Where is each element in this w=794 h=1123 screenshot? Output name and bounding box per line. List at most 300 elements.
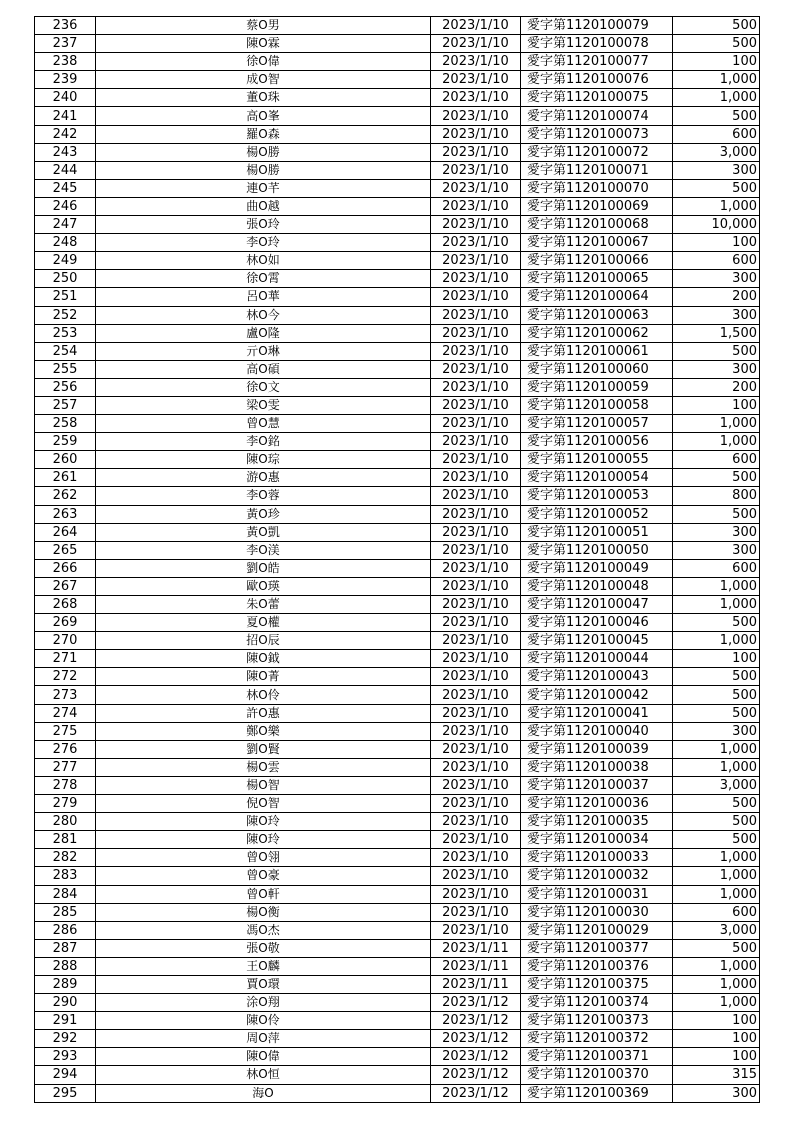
donation-date: 2023/1/10	[431, 650, 521, 668]
table-row	[35, 1084, 760, 1102]
row-number: 236	[35, 17, 96, 35]
donor-name: 林O恒	[96, 1066, 431, 1084]
table-row	[35, 614, 760, 632]
donation-date: 2023/1/10	[431, 559, 521, 577]
receipt-number: 愛字第1120100067	[521, 234, 673, 252]
donation-date: 2023/1/10	[431, 885, 521, 903]
donation-amount: 10,000	[673, 216, 760, 234]
table-row	[35, 89, 760, 107]
receipt-number: 愛字第1120100065	[521, 270, 673, 288]
table-row	[35, 288, 760, 306]
donation-table	[34, 16, 760, 1103]
donor-name: 張O敬	[96, 939, 431, 957]
donation-amount: 500	[673, 342, 760, 360]
receipt-number: 愛字第1120100064	[521, 288, 673, 306]
receipt-number: 愛字第1120100054	[521, 469, 673, 487]
row-number: 256	[35, 378, 96, 396]
donation-amount: 600	[673, 125, 760, 143]
receipt-number: 愛字第1120100031	[521, 885, 673, 903]
donor-name: 賈O環	[96, 975, 431, 993]
donation-amount: 1,000	[673, 758, 760, 776]
donor-name: 劉O皓	[96, 559, 431, 577]
donation-date: 2023/1/12	[431, 1084, 521, 1102]
receipt-number: 愛字第1120100037	[521, 776, 673, 794]
donor-name: 呂O華	[96, 288, 431, 306]
donation-amount: 1,000	[673, 867, 760, 885]
donation-table-body	[35, 17, 760, 1103]
donation-amount: 500	[673, 505, 760, 523]
receipt-number: 愛字第1120100069	[521, 197, 673, 215]
table-row	[35, 577, 760, 595]
donation-date: 2023/1/10	[431, 197, 521, 215]
receipt-number: 愛字第1120100033	[521, 849, 673, 867]
receipt-number: 愛字第1120100068	[521, 216, 673, 234]
donation-amount: 1,000	[673, 197, 760, 215]
donation-amount: 300	[673, 270, 760, 288]
donor-name: 招O辰	[96, 632, 431, 650]
donation-date: 2023/1/10	[431, 396, 521, 414]
row-number: 243	[35, 143, 96, 161]
donation-amount: 500	[673, 686, 760, 704]
donation-date: 2023/1/10	[431, 541, 521, 559]
donor-name: 曾O慧	[96, 415, 431, 433]
donation-amount: 1,000	[673, 577, 760, 595]
donation-amount: 1,000	[673, 89, 760, 107]
receipt-number: 愛字第1120100060	[521, 360, 673, 378]
receipt-number: 愛字第1120100077	[521, 53, 673, 71]
row-number: 260	[35, 451, 96, 469]
donation-date: 2023/1/10	[431, 686, 521, 704]
table-row	[35, 487, 760, 505]
table-row	[35, 523, 760, 541]
table-row	[35, 35, 760, 53]
donation-amount: 1,000	[673, 71, 760, 89]
receipt-number: 愛字第1120100053	[521, 487, 673, 505]
donor-name: 曲O越	[96, 197, 431, 215]
donation-date: 2023/1/10	[431, 758, 521, 776]
donation-date: 2023/1/11	[431, 975, 521, 993]
donor-name: 黃O凱	[96, 523, 431, 541]
row-number: 292	[35, 1030, 96, 1048]
donation-amount: 1,000	[673, 849, 760, 867]
donor-name: 高O峯	[96, 107, 431, 125]
row-number: 259	[35, 433, 96, 451]
row-number: 283	[35, 867, 96, 885]
receipt-number: 愛字第1120100041	[521, 704, 673, 722]
receipt-number: 愛字第1120100029	[521, 921, 673, 939]
donation-amount: 500	[673, 614, 760, 632]
donor-name: 朱O蕾	[96, 596, 431, 614]
donation-amount: 500	[673, 795, 760, 813]
donor-name: 林O如	[96, 252, 431, 270]
donation-date: 2023/1/10	[431, 668, 521, 686]
receipt-number: 愛字第1120100044	[521, 650, 673, 668]
receipt-number: 愛字第1120100051	[521, 523, 673, 541]
row-number: 254	[35, 342, 96, 360]
donation-amount: 600	[673, 903, 760, 921]
receipt-number: 愛字第1120100375	[521, 975, 673, 993]
donor-name: 楊O勝	[96, 161, 431, 179]
donation-date: 2023/1/10	[431, 469, 521, 487]
donation-date: 2023/1/10	[431, 17, 521, 35]
donation-amount: 1,000	[673, 885, 760, 903]
table-row	[35, 541, 760, 559]
row-number: 263	[35, 505, 96, 523]
row-number: 287	[35, 939, 96, 957]
row-number: 276	[35, 740, 96, 758]
receipt-number: 愛字第1120100374	[521, 994, 673, 1012]
donor-name: 蔡O男	[96, 17, 431, 35]
receipt-number: 愛字第1120100036	[521, 795, 673, 813]
table-row	[35, 994, 760, 1012]
table-row	[35, 813, 760, 831]
donor-name: 董O珠	[96, 89, 431, 107]
table-row	[35, 53, 760, 71]
donation-amount: 1,000	[673, 740, 760, 758]
donor-name: 陳O菁	[96, 668, 431, 686]
row-number: 258	[35, 415, 96, 433]
receipt-number: 愛字第1120100075	[521, 89, 673, 107]
donation-amount: 500	[673, 939, 760, 957]
receipt-number: 愛字第1120100046	[521, 614, 673, 632]
receipt-number: 愛字第1120100058	[521, 396, 673, 414]
donation-amount: 100	[673, 1048, 760, 1066]
receipt-number: 愛字第1120100034	[521, 831, 673, 849]
donor-name: 徐O偉	[96, 53, 431, 71]
receipt-number: 愛字第1120100371	[521, 1048, 673, 1066]
table-row	[35, 378, 760, 396]
donor-name: 楊O勝	[96, 143, 431, 161]
row-number: 268	[35, 596, 96, 614]
row-number: 242	[35, 125, 96, 143]
row-number: 248	[35, 234, 96, 252]
donor-name: 陳O偉	[96, 1048, 431, 1066]
table-row	[35, 161, 760, 179]
table-row	[35, 252, 760, 270]
receipt-number: 愛字第1120100045	[521, 632, 673, 650]
row-number: 289	[35, 975, 96, 993]
table-row	[35, 740, 760, 758]
donation-date: 2023/1/10	[431, 415, 521, 433]
row-number: 277	[35, 758, 96, 776]
donation-date: 2023/1/10	[431, 523, 521, 541]
donation-date: 2023/1/10	[431, 795, 521, 813]
row-number: 281	[35, 831, 96, 849]
donor-name: 游O惠	[96, 469, 431, 487]
receipt-number: 愛字第1120100370	[521, 1066, 673, 1084]
receipt-number: 愛字第1120100038	[521, 758, 673, 776]
receipt-number: 愛字第1120100050	[521, 541, 673, 559]
donation-amount: 500	[673, 179, 760, 197]
table-row	[35, 469, 760, 487]
donation-date: 2023/1/10	[431, 216, 521, 234]
receipt-number: 愛字第1120100032	[521, 867, 673, 885]
donation-date: 2023/1/10	[431, 107, 521, 125]
donation-date: 2023/1/10	[431, 813, 521, 831]
table-row	[35, 433, 760, 451]
table-row	[35, 903, 760, 921]
row-number: 285	[35, 903, 96, 921]
row-number: 279	[35, 795, 96, 813]
donation-date: 2023/1/10	[431, 89, 521, 107]
table-row	[35, 975, 760, 993]
row-number: 282	[35, 849, 96, 867]
row-number: 244	[35, 161, 96, 179]
donation-date: 2023/1/10	[431, 143, 521, 161]
donor-name: 鄭O樂	[96, 722, 431, 740]
donation-amount: 500	[673, 704, 760, 722]
donation-date: 2023/1/10	[431, 487, 521, 505]
donation-date: 2023/1/10	[431, 433, 521, 451]
row-number: 238	[35, 53, 96, 71]
row-number: 293	[35, 1048, 96, 1066]
donor-name: 周O萍	[96, 1030, 431, 1048]
donor-name: 倪O智	[96, 795, 431, 813]
donation-date: 2023/1/10	[431, 451, 521, 469]
donation-amount: 300	[673, 722, 760, 740]
donation-date: 2023/1/10	[431, 288, 521, 306]
donor-name: 曾O豪	[96, 867, 431, 885]
table-row	[35, 632, 760, 650]
donor-name: 王O麟	[96, 957, 431, 975]
donation-amount: 3,000	[673, 921, 760, 939]
receipt-number: 愛字第1120100063	[521, 306, 673, 324]
table-row	[35, 451, 760, 469]
row-number: 286	[35, 921, 96, 939]
receipt-number: 愛字第1120100376	[521, 957, 673, 975]
table-row	[35, 216, 760, 234]
row-number: 272	[35, 668, 96, 686]
donation-date: 2023/1/10	[431, 35, 521, 53]
donation-date: 2023/1/10	[431, 179, 521, 197]
receipt-number: 愛字第1120100035	[521, 813, 673, 831]
donor-name: 陳O伶	[96, 1012, 431, 1030]
row-number: 237	[35, 35, 96, 53]
donor-name: 李O渼	[96, 541, 431, 559]
donation-date: 2023/1/10	[431, 867, 521, 885]
donation-amount: 300	[673, 523, 760, 541]
donation-amount: 300	[673, 360, 760, 378]
row-number: 262	[35, 487, 96, 505]
row-number: 257	[35, 396, 96, 414]
table-row	[35, 125, 760, 143]
donation-amount: 500	[673, 813, 760, 831]
row-number: 271	[35, 650, 96, 668]
donor-name: 陳O琮	[96, 451, 431, 469]
donation-amount: 300	[673, 161, 760, 179]
receipt-number: 愛字第1120100056	[521, 433, 673, 451]
table-row	[35, 179, 760, 197]
donor-name: 許O惠	[96, 704, 431, 722]
donation-amount: 300	[673, 306, 760, 324]
row-number: 280	[35, 813, 96, 831]
table-row	[35, 1030, 760, 1048]
donation-amount: 500	[673, 35, 760, 53]
donor-name: 林O今	[96, 306, 431, 324]
row-number: 239	[35, 71, 96, 89]
receipt-number: 愛字第1120100047	[521, 596, 673, 614]
table-row	[35, 559, 760, 577]
row-number: 240	[35, 89, 96, 107]
donation-date: 2023/1/10	[431, 903, 521, 921]
donor-name: 高O碩	[96, 360, 431, 378]
table-row	[35, 396, 760, 414]
donor-name: 連O芊	[96, 179, 431, 197]
donor-name: 楊O衡	[96, 903, 431, 921]
donor-name: 涂O翔	[96, 994, 431, 1012]
donor-name: 黃O珍	[96, 505, 431, 523]
table-row	[35, 957, 760, 975]
donation-date: 2023/1/12	[431, 1012, 521, 1030]
row-number: 246	[35, 197, 96, 215]
row-number: 247	[35, 216, 96, 234]
table-row	[35, 306, 760, 324]
donation-amount: 500	[673, 831, 760, 849]
receipt-number: 愛字第1120100030	[521, 903, 673, 921]
table-row	[35, 867, 760, 885]
donation-date: 2023/1/10	[431, 360, 521, 378]
row-number: 294	[35, 1066, 96, 1084]
donation-amount: 1,000	[673, 415, 760, 433]
donation-amount: 500	[673, 107, 760, 125]
table-row	[35, 849, 760, 867]
row-number: 252	[35, 306, 96, 324]
donation-date: 2023/1/10	[431, 252, 521, 270]
donation-amount: 1,000	[673, 975, 760, 993]
donation-amount: 500	[673, 17, 760, 35]
donation-amount: 100	[673, 396, 760, 414]
receipt-number: 愛字第1120100057	[521, 415, 673, 433]
receipt-number: 愛字第1120100078	[521, 35, 673, 53]
donation-amount: 600	[673, 559, 760, 577]
donor-name: 亓O琳	[96, 342, 431, 360]
donation-date: 2023/1/10	[431, 831, 521, 849]
table-row	[35, 776, 760, 794]
donation-amount: 800	[673, 487, 760, 505]
table-row	[35, 143, 760, 161]
donation-amount: 100	[673, 53, 760, 71]
table-row	[35, 939, 760, 957]
donation-date: 2023/1/10	[431, 505, 521, 523]
receipt-number: 愛字第1120100369	[521, 1084, 673, 1102]
donation-amount: 100	[673, 234, 760, 252]
donation-date: 2023/1/12	[431, 1066, 521, 1084]
receipt-number: 愛字第1120100072	[521, 143, 673, 161]
donor-name: 曾O軒	[96, 885, 431, 903]
table-row	[35, 415, 760, 433]
row-number: 264	[35, 523, 96, 541]
table-row	[35, 1066, 760, 1084]
receipt-number: 愛字第1120100042	[521, 686, 673, 704]
donation-date: 2023/1/10	[431, 71, 521, 89]
donation-amount: 100	[673, 650, 760, 668]
receipt-number: 愛字第1120100040	[521, 722, 673, 740]
table-row	[35, 71, 760, 89]
donor-name: 李O玲	[96, 234, 431, 252]
row-number: 273	[35, 686, 96, 704]
table-row	[35, 342, 760, 360]
receipt-number: 愛字第1120100071	[521, 161, 673, 179]
donation-amount: 1,000	[673, 596, 760, 614]
table-row	[35, 17, 760, 35]
donation-amount: 1,000	[673, 433, 760, 451]
table-row	[35, 505, 760, 523]
donor-name: 曾O翎	[96, 849, 431, 867]
table-row	[35, 324, 760, 342]
donation-amount: 500	[673, 668, 760, 686]
table-row	[35, 831, 760, 849]
donation-date: 2023/1/10	[431, 776, 521, 794]
receipt-number: 愛字第1120100073	[521, 125, 673, 143]
donation-amount: 300	[673, 1084, 760, 1102]
row-number: 251	[35, 288, 96, 306]
donor-name: 成O智	[96, 71, 431, 89]
donor-name: 楊O雲	[96, 758, 431, 776]
receipt-number: 愛字第1120100066	[521, 252, 673, 270]
table-row	[35, 107, 760, 125]
donation-amount: 500	[673, 469, 760, 487]
row-number: 284	[35, 885, 96, 903]
donation-amount: 3,000	[673, 776, 760, 794]
donor-name: 張O玲	[96, 216, 431, 234]
receipt-number: 愛字第1120100049	[521, 559, 673, 577]
donation-date: 2023/1/10	[431, 342, 521, 360]
donor-name: 陳O玲	[96, 813, 431, 831]
donation-amount: 600	[673, 451, 760, 469]
donation-date: 2023/1/10	[431, 53, 521, 71]
donation-amount: 100	[673, 1012, 760, 1030]
donation-amount: 600	[673, 252, 760, 270]
table-row	[35, 234, 760, 252]
receipt-number: 愛字第1120100070	[521, 179, 673, 197]
donation-date: 2023/1/12	[431, 1048, 521, 1066]
row-number: 274	[35, 704, 96, 722]
row-number: 269	[35, 614, 96, 632]
receipt-number: 愛字第1120100372	[521, 1030, 673, 1048]
donor-name: 歐O瑛	[96, 577, 431, 595]
row-number: 266	[35, 559, 96, 577]
donor-name: 林O伶	[96, 686, 431, 704]
row-number: 267	[35, 577, 96, 595]
table-row	[35, 722, 760, 740]
donor-name: 徐O霄	[96, 270, 431, 288]
receipt-number: 愛字第1120100043	[521, 668, 673, 686]
donation-amount: 300	[673, 541, 760, 559]
donation-date: 2023/1/12	[431, 994, 521, 1012]
row-number: 250	[35, 270, 96, 288]
donation-amount: 200	[673, 378, 760, 396]
table-row	[35, 921, 760, 939]
receipt-number: 愛字第1120100377	[521, 939, 673, 957]
row-number: 278	[35, 776, 96, 794]
donor-name: 馮O杰	[96, 921, 431, 939]
receipt-number: 愛字第1120100059	[521, 378, 673, 396]
donor-name: 陳O霖	[96, 35, 431, 53]
table-row	[35, 1048, 760, 1066]
row-number: 275	[35, 722, 96, 740]
table-row	[35, 704, 760, 722]
donation-amount: 100	[673, 1030, 760, 1048]
donation-amount: 315	[673, 1066, 760, 1084]
donation-amount: 1,000	[673, 994, 760, 1012]
donation-date: 2023/1/12	[431, 1030, 521, 1048]
donor-name: 海O	[96, 1084, 431, 1102]
donation-date: 2023/1/10	[431, 125, 521, 143]
donation-amount: 1,000	[673, 957, 760, 975]
donor-name: 劉O賢	[96, 740, 431, 758]
row-number: 290	[35, 994, 96, 1012]
row-number: 249	[35, 252, 96, 270]
